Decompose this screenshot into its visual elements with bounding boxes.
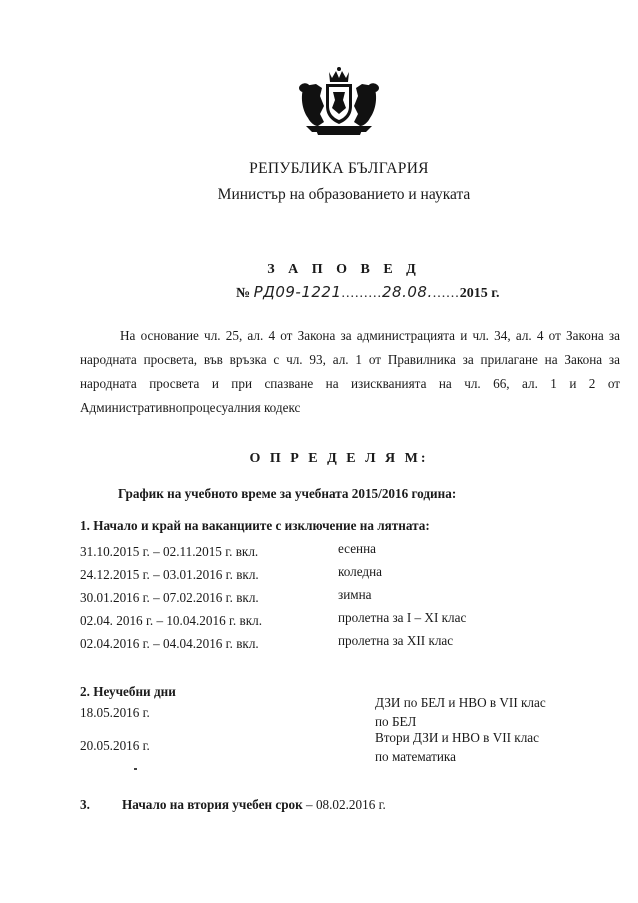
date-dots: ...... bbox=[432, 286, 460, 301]
non-school-day-date: 18.05.2016 г. bbox=[80, 705, 150, 720]
section-2-heading: 2. Неучебни дни bbox=[80, 684, 176, 699]
vacation-dates: 24.12.2015 г. – 03.01.2016 г. вкл. bbox=[80, 567, 259, 582]
non-school-day-date: 20.05.2016 г. bbox=[80, 738, 150, 753]
order-number-line bbox=[236, 283, 500, 302]
coat-of-arms-icon bbox=[296, 66, 382, 136]
order-year: 2015 г. bbox=[459, 286, 500, 301]
intro-text: На основание чл. 25, ал. 4 от Закона за администрацията и чл. 34, ал. 4 от Закона за народната просвета, във връзка с чл. 93, ал. 1 от Правилника за прилагане на Закона за народната просвета и при спазване на изискванията на чл. 66, ал. 1 и 2 от Административнопроцесуалния кодекс bbox=[80, 328, 620, 415]
vacation-name: пролетна за I – XI клас bbox=[338, 610, 467, 625]
vacation-dates: 02.04. 2016 г. – 10.04.2016 г. вкл. bbox=[80, 613, 263, 628]
non-school-day-reason-cont: по математика bbox=[375, 749, 456, 764]
vacation-name: есенна bbox=[338, 541, 377, 556]
non-school-day-reason-cont: по БЕЛ bbox=[375, 714, 417, 729]
section-3-number: 3. bbox=[80, 797, 90, 812]
order-title: З А П О В Е Д bbox=[267, 262, 421, 277]
country-name: РЕПУБЛИКА БЪЛГАРИЯ bbox=[249, 160, 429, 177]
intro-paragraph bbox=[80, 324, 620, 420]
vacation-name: зимна bbox=[338, 587, 372, 602]
section-3-label: Начало на втория учебен срок bbox=[122, 797, 303, 812]
number-sign: № bbox=[236, 286, 251, 301]
vacation-dates: 02.04.2016 г. – 04.04.2016 г. вкл. bbox=[80, 636, 259, 651]
handwritten-date: 28.08. bbox=[382, 283, 433, 301]
section-3-date: – 08.02.2016 г. bbox=[302, 797, 386, 812]
vacation-name: коледна bbox=[338, 564, 383, 579]
section-1-heading: 1. Начало и край на ваканциите с изключение на лятната: bbox=[80, 518, 430, 533]
scan-speck bbox=[134, 768, 137, 770]
determine-heading: О П Р Е Д Е Л Я М: bbox=[249, 451, 429, 466]
section-3-line bbox=[122, 797, 386, 813]
non-school-day-reason: ДЗИ по БЕЛ и НВО в VII клас bbox=[375, 695, 546, 710]
ministry-name: Министър на образованието и науката bbox=[217, 186, 471, 203]
handwritten-order-number: РД09-1221 bbox=[253, 283, 342, 301]
schedule-title: График на учебното време за учебната 2015/2016 година: bbox=[118, 486, 457, 501]
number-dots: ......... bbox=[341, 286, 383, 301]
vacation-dates: 30.01.2016 г. – 07.02.2016 г. вкл. bbox=[80, 590, 259, 605]
vacation-dates: 31.10.2015 г. – 02.11.2015 г. вкл. bbox=[80, 544, 259, 559]
vacation-name: пролетна за XII клас bbox=[338, 633, 454, 648]
non-school-day-reason: Втори ДЗИ и НВО в VII клас bbox=[375, 730, 539, 745]
